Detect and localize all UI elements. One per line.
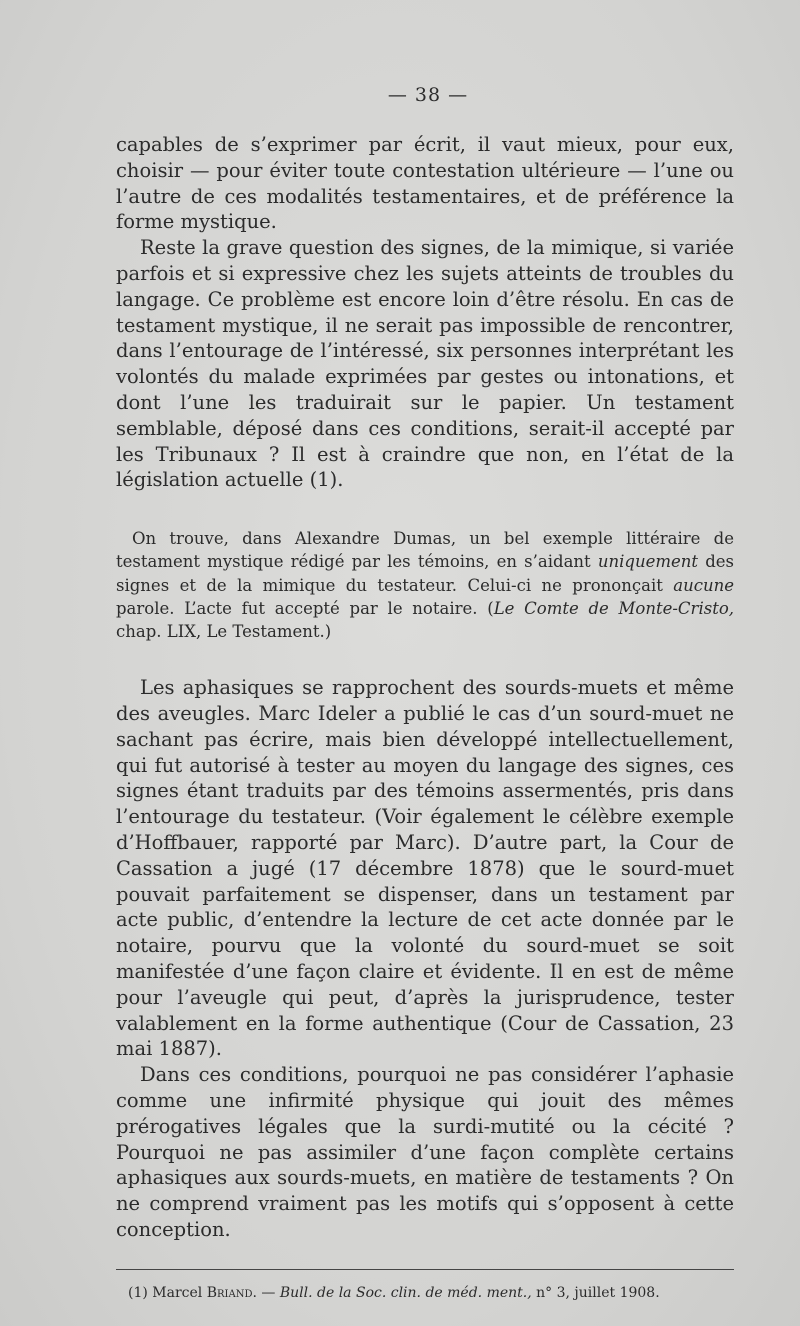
note-emphasis-uniquement: uniquement (597, 552, 699, 572)
note-emphasis-aucune: aucune (673, 575, 734, 595)
footnote-author: Briand (206, 1284, 253, 1301)
footnote-dash: . — (252, 1284, 280, 1301)
note-text-4: chap. LIX, Le Testament.) (116, 621, 332, 641)
footnote-journal: Bull. de la Soc. clin. de méd. ment., (279, 1284, 532, 1301)
note-text-3: parole. L’acte fut accepté par le notaire. ( (116, 598, 494, 618)
note-dumas (116, 527, 734, 643)
note-title-monte-cristo: Le Comte de Monte-Cristo, (493, 598, 735, 618)
footnote-marker: (1) Marcel (128, 1284, 203, 1301)
note-text-2: des signes et de la mimique du testateur. Celui-ci ne prononçait (116, 552, 734, 595)
paragraph-continuation: capables de s’exprimer par écrit, il vaut mieux, pour eux, choisir — pour éviter toute contestation ultérieure — l’une ou l’autre de ces modalités testamentaires, et de préférence la forme mystique. (116, 133, 734, 234)
paragraph-conclusion: Dans ces conditions, pourquoi ne pas considérer l’aphasie comme une infirmité physique qui jouit des mêmes prérogatives légales que la surdi-mutité ou la cécité ? Pourquoi ne pas assimiler d’une façon complète certains aphasiques aux sourds-muets, en matière de testaments ? On ne comprend vraiment pas les motifs qui s’opposent à cette conception. (116, 1063, 734, 1241)
note-text-1: On trouve, dans Alexandre Dumas, un bel exemple littéraire de testament mystique rédigé par les témoins, en s’aidant (116, 529, 734, 572)
paragraph-aphasiques: Les aphasiques se rapprochent des sourds-muets et même des aveugles. Marc Ideler a publié le cas d’un sourd-muet ne sachant pas écrire, mais bien développé intellectuellement, qui fut autorisé à tester au moyen du langage des signes, ces signes étant traduits par des témoins assermentés, pris dans l’entourage du testateur. (Voir également le célèbre exemple d’Hoffbauer, rapporté par Marc). D’autre part, la Cour de Cassation a jugé (17 décembre 1878) que le sourd-muet pouvait parfaitement se dispenser, dans un testament par acte public, d’entendre la lecture de cet acte donnée par le notaire, pourvu que la volonté du sourd-muet se soit manifestée d’une façon claire et évidente. Il en est de même pour l’aveugle qui peut, d’après la jurisprudence, tester valablement en la forme authentique (Cour de Cassation, 23 mai 1887). (116, 676, 734, 1061)
paragraph-signes: Reste la grave question des signes, de la mimique, si variée parfois et si expressive chez les sujets atteints de troubles du langage. Ce problème est encore loin d’être résolu. En cas de testament mystique, il ne serait pas impossible de rencontrer, dans l’entourage de l’intéressé, six personnes interprétant les volontés du malade exprimées par gestes ou intonations, et dont l’une les traduirait sur le papier. Un testament semblable, déposé dans ces conditions, serait-il accepté par les Tribunaux ? Il est à craindre que non, en l’état de la législation actuelle (1). (116, 236, 734, 492)
footnote (116, 1284, 734, 1302)
footnote-divider (116, 1269, 734, 1270)
document-page (116, 84, 734, 1302)
page-number: — 38 — (387, 84, 469, 106)
footnote-issue: n° 3, juillet 1908. (531, 1284, 660, 1301)
